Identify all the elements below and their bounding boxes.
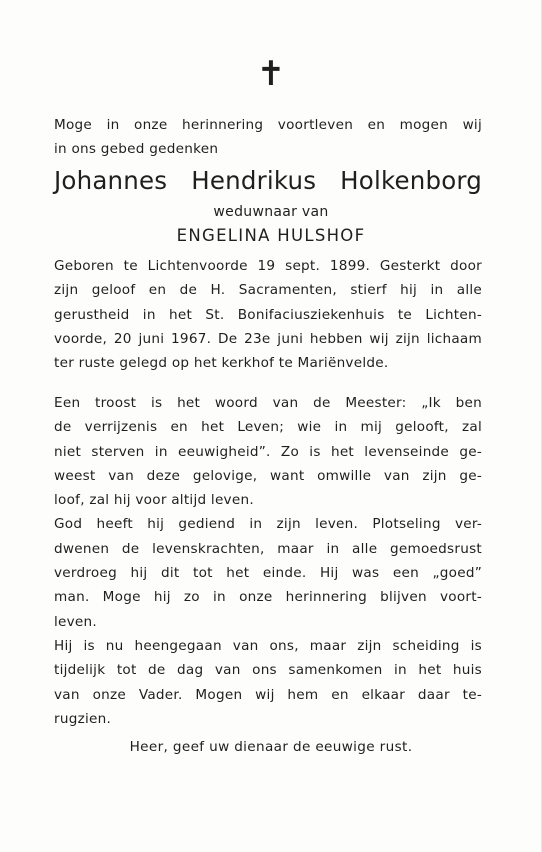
meditation-line: God heeft hij gediend in zijn leven. Plotseling ver- [54, 516, 482, 533]
meditation-line: leven. [54, 613, 97, 630]
biography-line: zijn geloof en de H. Sacramenten, stierf hij in alle [54, 282, 482, 299]
intro-line: Moge in onze herinnering voortleven en mogen wij [54, 117, 482, 133]
meditation-line: tijdelijk tot de dag van ons samenkomen in het huis [54, 662, 482, 679]
meditation-line: verdroeg hij dit tot het einde. Hij was een „goed” [54, 565, 482, 582]
cross-icon: ✝ [256, 54, 286, 94]
meditation-line: Hij is nu heengegaan van ons, maar zijn scheiding is [54, 637, 482, 654]
biography-line: gerustheid in het St. Bonifaciusziekenhuis te Lichten- [54, 306, 482, 323]
meditation-line: weest van deze gelovige, want omwille van zijn ge- [54, 467, 482, 484]
spouse-name: ENGELINA HULSHOF [176, 226, 366, 245]
meditation [54, 391, 482, 731]
closing-prayer: Heer, geef uw dienaar de eeuwige rust. [129, 739, 413, 755]
biography-line: voorde, 20 juni 1967. De 23e juni hebben wij zijn lichaam [54, 330, 482, 347]
intro-line: in ons gebed gedenken [54, 141, 219, 158]
deceased-name: Johannes Hendrikus Holkenborg [54, 166, 482, 195]
biography-line: Geboren te Lichtenvoorde 19 sept. 1899. Gesterkt door [54, 258, 482, 274]
meditation-line: loof, zal hij voor altijd leven. [54, 492, 254, 509]
meditation-line: Een troost is het woord van de Meester: „Ik ben [54, 395, 482, 411]
meditation-line: de verrijzenis en het Leven; wie in mij gelooft, zal [54, 419, 482, 436]
intro-text [54, 113, 482, 162]
widower-label: weduwnaar van [213, 204, 329, 220]
meditation-line: dwenen de levenskrachten, maar in alle gemoedsrust [54, 540, 482, 557]
meditation-line: rugzien. [54, 710, 112, 727]
biography [54, 254, 482, 375]
biography-line: ter ruste gelegd op het kerkhof te Mariënvelde. [54, 355, 389, 372]
meditation-line: man. Moge hij zo in onze herinnering blijven voort- [54, 589, 482, 606]
meditation-line: van onze Vader. Mogen wij hem en elkaar daar te- [54, 686, 482, 703]
meditation-line: niet sterven in eeuwigheid”. Zo is het levenseinde ge- [54, 443, 482, 460]
